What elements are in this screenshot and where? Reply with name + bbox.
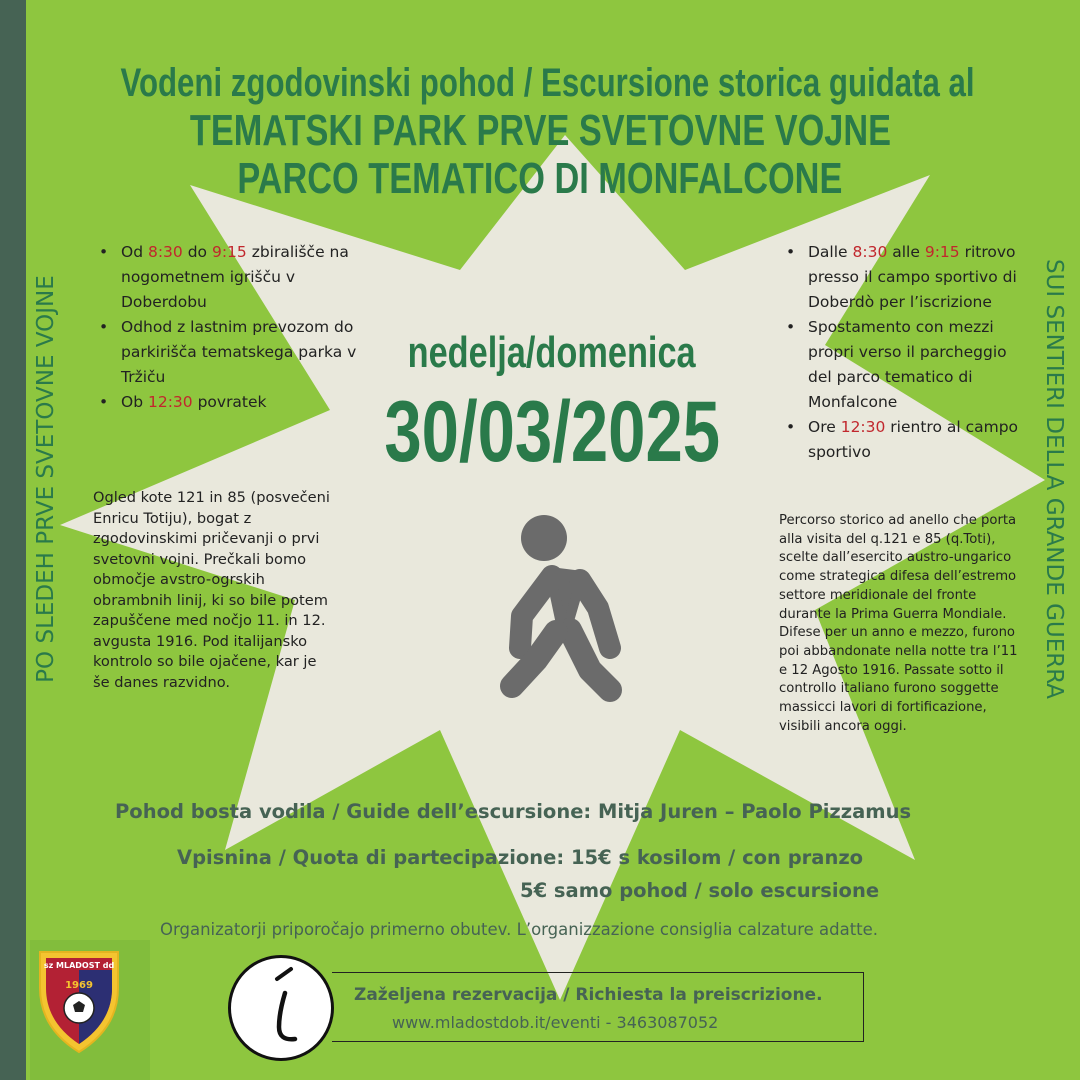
schedule-item-gathering: • Od 8:30 do 9:15 zbirališče na nogometnem igrišču v Doberdobu: [93, 240, 363, 315]
guides-text: Pohod bosta vodila / Guide dell’escursione: Mitja Juren – Paolo Pizzamus: [115, 800, 912, 823]
header-line-3: PARCO TEMATICO DI MONFALCONE: [237, 154, 843, 203]
description-italian: Percorso storico ad anello che porta alla visita del q.121 e 85 (q.Toti), scelte dall’esercito austro-ungarico come strategica difesa dell’estremo settore meridionale del fronte durante la Prima Guerra Mondiale. Difese per un anno e mezzo, furono poi abbandonate nella notte tra l’11 e 12 Agosto 1916. Passate sotto il controllo italiano furono soggette massicci lavori di fortificazione, visibili ancora oggi.: [779, 513, 1018, 734]
description-slovenian: Ogled kote 121 in 85 (posvečeni Enricu Totiju), bogat z zgodovinskimi pričevanji o prvi svetovni vojni. Prečkali bomo območje avstro-ogrskih obrambnih linij, ki so bile potem zapuščene med nočjo 11. in 12. avgusta 1916. Pod italijansko kontrolo so bile ojačene, kar je še danes razvidno.: [93, 489, 330, 691]
event-date: 30/03/2025: [384, 384, 720, 480]
schedule-item-departure: • Spostamento con mezzi propri verso il parcheggio del parco tematico di Monfalcone: [780, 315, 1020, 415]
schedule-item-departure: • Odhod z lastnim prevozom do parkirišča tematskega parka v Tržiču: [93, 315, 363, 390]
schedule-item-return: • Ob 12:30 povratek: [93, 390, 363, 415]
logo-year: 1969: [65, 980, 93, 991]
mladost-shield-logo: [36, 948, 122, 1054]
footwear-advice: Organizatorji priporočajo primerno obutev. L’organizzazione consiglia calzature adatte.: [160, 920, 879, 939]
header-line-1: Vodeni zgodovinski pohod / Escursione storica guidata al: [120, 61, 975, 105]
logo-club-name: sz MLADOST dd: [43, 961, 115, 970]
reservation-note: Zaželjena rezervacija / Richiesta la preiscrizione.: [354, 985, 823, 1005]
walking-person-icon: [490, 510, 630, 705]
schedule-item-return: • Ore 12:30 rientro al campo sportivo: [780, 415, 1020, 465]
fee-line-2: 5€ samo pohod / solo escursione: [520, 879, 880, 902]
event-day: nedelja/domenica: [407, 328, 696, 377]
info-i-icon: [255, 963, 315, 1053]
schedule-item-gathering: • Dalle 8:30 alle 9:15 ritrovo presso il campo sportivo di Doberdò per l’iscrizione: [780, 240, 1020, 315]
header-line-2: TEMATSKI PARK PRVE SVETOVNE VOJNE: [189, 106, 891, 155]
side-text-left: PO SLEDEH PRVE SVETOVNE VOJNE: [33, 275, 59, 683]
fee-line-1: Vpisnina / Quota di partecipazione: 15€ s kosilom / con pranzo: [177, 846, 864, 869]
reservation-contact: www.mladostdob.it/eventi - 3463087052: [392, 1013, 719, 1032]
side-text-right: SUI SENTIERI DELLA GRANDE GUERRA: [1041, 258, 1067, 700]
